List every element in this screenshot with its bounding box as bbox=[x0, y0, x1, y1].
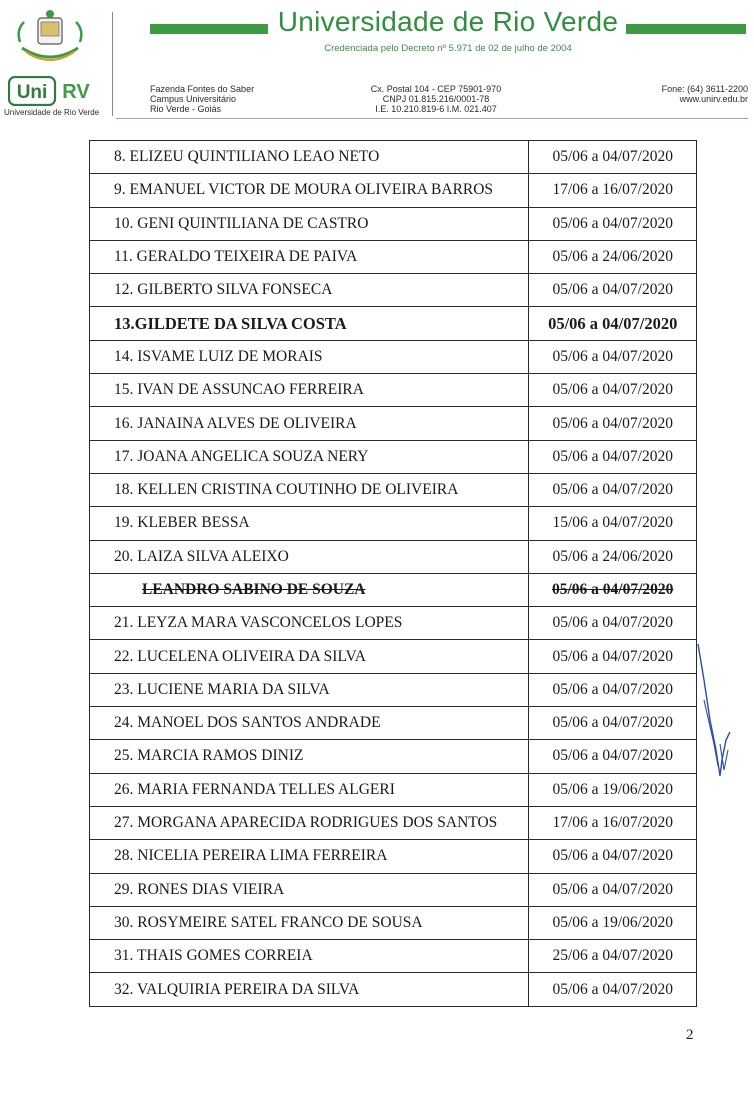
employee-name: 32. VALQUIRIA PEREIRA DA SILVA bbox=[90, 973, 529, 1006]
leave-period: 05/06 a 04/07/2020 bbox=[529, 607, 697, 640]
table-body bbox=[90, 141, 697, 1007]
university-crest-icon bbox=[14, 8, 86, 66]
address-block-contact bbox=[600, 84, 748, 104]
leave-period: 05/06 a 04/07/2020 bbox=[529, 673, 697, 706]
employee-name: 26. MARIA FERNANDA TELLES ALGERI bbox=[90, 773, 529, 806]
leave-period: 05/06 a 04/07/2020 bbox=[529, 840, 697, 873]
employee-name: 24. MANOEL DOS SANTOS ANDRADE bbox=[90, 707, 529, 740]
leave-period: 05/06 a 19/06/2020 bbox=[529, 906, 697, 939]
header-band-left bbox=[150, 24, 268, 34]
page-number: 2 bbox=[686, 1027, 694, 1043]
leave-period: 05/06 a 04/07/2020 bbox=[529, 141, 697, 174]
table-row bbox=[90, 806, 697, 839]
table-row bbox=[90, 673, 697, 706]
logo-caption: Universidade de Rio Verde bbox=[4, 108, 100, 117]
leave-period: 05/06 a 24/06/2020 bbox=[529, 540, 697, 573]
address-line: CNPJ 01.815.216/0001-78 bbox=[382, 94, 490, 104]
table-row bbox=[90, 507, 697, 540]
table-row bbox=[90, 707, 697, 740]
table-row bbox=[90, 540, 697, 573]
leave-period: 17/06 a 16/07/2020 bbox=[529, 806, 697, 839]
signature-mark bbox=[690, 640, 736, 784]
leave-period: 05/06 a 04/07/2020 bbox=[529, 973, 697, 1006]
table-row bbox=[90, 374, 697, 407]
table-row bbox=[90, 773, 697, 806]
table-row bbox=[90, 174, 697, 207]
employee-name: 9. EMANUEL VICTOR DE MOURA OLIVEIRA BARROS bbox=[90, 174, 529, 207]
address-line: Rio Verde - Goiás bbox=[150, 104, 222, 114]
employee-name: 10. GENI QUINTILIANA DE CASTRO bbox=[90, 207, 529, 240]
table-row bbox=[90, 640, 697, 673]
employee-name: 15. IVAN DE ASSUNCAO FERREIRA bbox=[90, 374, 529, 407]
employee-name: 31. THAIS GOMES CORREIA bbox=[90, 940, 529, 973]
leave-period: 17/06 a 16/07/2020 bbox=[529, 174, 697, 207]
employee-name: 8. ELIZEU QUINTILIANO LEAO NETO bbox=[90, 141, 529, 174]
employee-name: 12. GILBERTO SILVA FONSECA bbox=[90, 274, 529, 307]
leave-period: 05/06 a 04/07/2020 bbox=[529, 307, 697, 340]
table-row bbox=[90, 473, 697, 506]
leave-period: 05/06 a 04/07/2020 bbox=[529, 274, 697, 307]
address-line: I.E. 10.210.819-6 I.M. 021.407 bbox=[375, 104, 497, 114]
table-row bbox=[90, 274, 697, 307]
employee-name: 17. JOANA ANGELICA SOUZA NERY bbox=[90, 440, 529, 473]
header-rule bbox=[116, 118, 748, 119]
leave-period: 05/06 a 04/07/2020 bbox=[529, 740, 697, 773]
leave-period: 05/06 a 04/07/2020 bbox=[529, 374, 697, 407]
table-row bbox=[90, 940, 697, 973]
leave-period: 05/06 a 19/06/2020 bbox=[529, 773, 697, 806]
table-row bbox=[90, 440, 697, 473]
employee-name: 18. KELLEN CRISTINA COUTINHO DE OLIVEIRA bbox=[90, 473, 529, 506]
employee-name: 29. RONES DIAS VIEIRA bbox=[90, 873, 529, 906]
table-row bbox=[90, 873, 697, 906]
leave-period: 05/06 a 04/07/2020 bbox=[529, 340, 697, 373]
leave-period: 05/06 a 04/07/2020 bbox=[529, 407, 697, 440]
table-row bbox=[90, 407, 697, 440]
table-row bbox=[90, 141, 697, 174]
table-row bbox=[90, 840, 697, 873]
table-row bbox=[90, 607, 697, 640]
employee-name: 21. LEYZA MARA VASCONCELOS LOPES bbox=[90, 607, 529, 640]
svg-text:Uni: Uni bbox=[16, 82, 48, 103]
leave-period: 05/06 a 04/07/2020 bbox=[529, 473, 697, 506]
leave-period: 05/06 a 04/07/2020 bbox=[529, 873, 697, 906]
table-row bbox=[90, 340, 697, 373]
leave-period: 25/06 a 04/07/2020 bbox=[529, 940, 697, 973]
leave-period: 05/06 a 04/07/2020 bbox=[529, 207, 697, 240]
personnel-table bbox=[89, 140, 697, 1007]
employee-name: 13.GILDETE DA SILVA COSTA bbox=[90, 307, 529, 340]
employee-name: 14. ISVAME LUIZ DE MORAIS bbox=[90, 340, 529, 373]
website-text: www.unirv.edu.br bbox=[679, 94, 748, 104]
table-row bbox=[90, 740, 697, 773]
employee-name: 19. KLEBER BESSA bbox=[90, 507, 529, 540]
leave-period: 15/06 a 04/07/2020 bbox=[529, 507, 697, 540]
address-line: Cx. Postal 104 - CEP 75901-970 bbox=[370, 84, 502, 94]
leave-period: 05/06 a 04/07/2020 bbox=[529, 707, 697, 740]
table-row bbox=[90, 240, 697, 273]
accreditation-text: Credenciada pelo Decreto nº 5.971 de 02 de julho de 2004 bbox=[324, 43, 572, 54]
unirv-logo-icon bbox=[8, 76, 98, 106]
leave-period: 05/06 a 04/07/2020 bbox=[529, 640, 697, 673]
leave-period: 05/06 a 04/07/2020 bbox=[529, 440, 697, 473]
table-row bbox=[90, 573, 697, 606]
employee-name: 22. LUCELENA OLIVEIRA DA SILVA bbox=[90, 640, 529, 673]
leave-period: 05/06 a 04/07/2020 bbox=[529, 573, 697, 606]
employee-name: 23. LUCIENE MARIA DA SILVA bbox=[90, 673, 529, 706]
employee-name: 16. JANAINA ALVES DE OLIVEIRA bbox=[90, 407, 529, 440]
header-divider bbox=[112, 12, 113, 116]
employee-name: 11. GERALDO TEIXEIRA DE PAIVA bbox=[90, 240, 529, 273]
address-block-campus bbox=[150, 84, 254, 114]
employee-name: 25. MARCIA RAMOS DINIZ bbox=[90, 740, 529, 773]
table-row bbox=[90, 906, 697, 939]
table-row bbox=[90, 207, 697, 240]
address-line: Campus Universitário bbox=[150, 94, 237, 104]
svg-text:RV: RV bbox=[62, 81, 90, 103]
address-line: Fazenda Fontes do Saber bbox=[150, 84, 255, 94]
phone-text: Fone: (64) 3611-2200 bbox=[661, 84, 748, 94]
header-band-right bbox=[626, 24, 746, 34]
employee-name: 28. NICELIA PEREIRA LIMA FERREIRA bbox=[90, 840, 529, 873]
employee-name: 30. ROSYMEIRE SATEL FRANCO DE SOUSA bbox=[90, 906, 529, 939]
employee-name: 27. MORGANA APARECIDA RODRIGUES DOS SANTOS bbox=[90, 806, 529, 839]
address-block-postal bbox=[368, 84, 504, 114]
employee-name: 20. LAIZA SILVA ALEIXO bbox=[90, 540, 529, 573]
university-name: Universidade de Rio Verde bbox=[277, 6, 619, 37]
employee-name: LEANDRO SABINO DE SOUZA bbox=[90, 573, 529, 606]
leave-period: 05/06 a 24/06/2020 bbox=[529, 240, 697, 273]
table-row bbox=[90, 307, 697, 340]
table-row bbox=[90, 973, 697, 1006]
